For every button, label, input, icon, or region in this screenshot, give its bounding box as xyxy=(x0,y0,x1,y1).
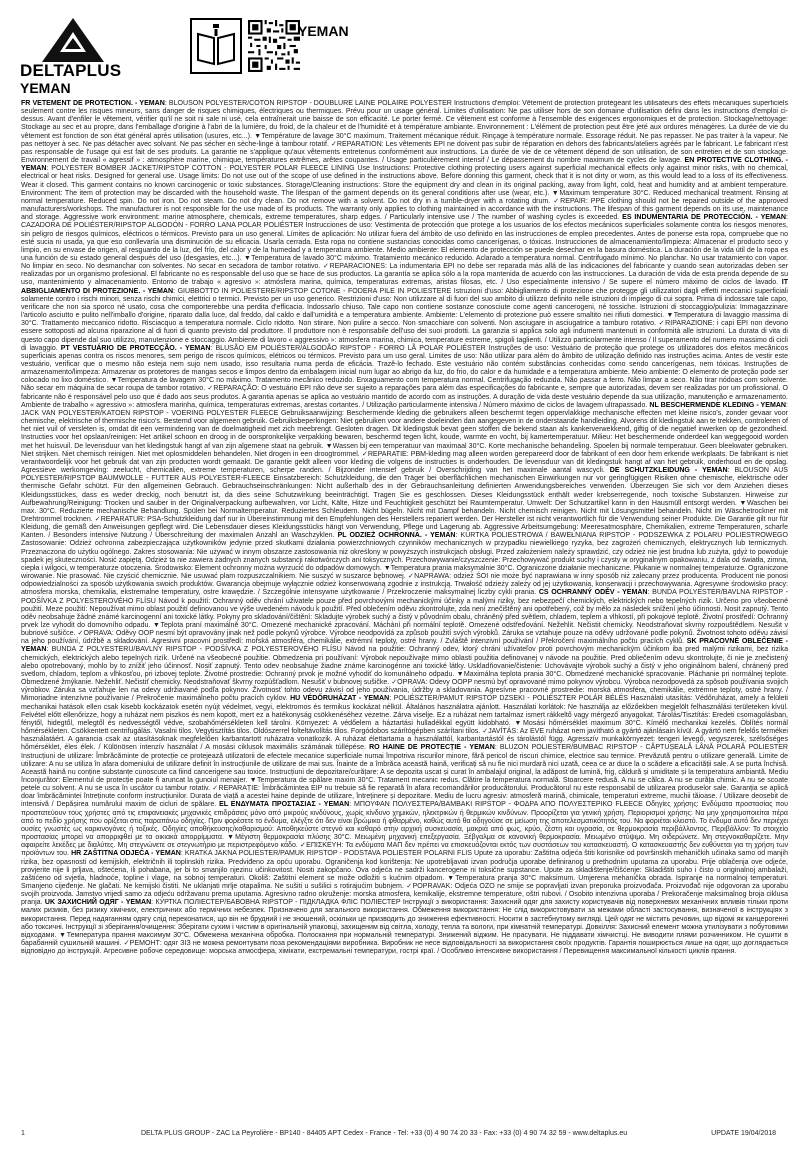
section-text-en: : POLYESTER BOMBER JACKET/RIPSTOP COTTON - POLYESTER POLAR FLEECE LINING Use Instructions: Protective clothing protecting users against superficial mechanical effects only against minor risks, with no chemical, electrical or heat risks. Designed for general use. Usage limits: Do not use out of the scope of use defined in the instructions above. Before donning this garment, check that it is not dirty or worn, as this would lead to a loss of its effectiveness. Wear it closed. This garment contains no known carcinogenic or toxic substances. Storage/Cleaning instructions: Store the equipment dry and clean in its original packing, away from light, cold, heat and humidity and at ambient temperature. Environment: The item of protection may be discarded with the household waste. The lifespan of the garment depends on its general conditions after use (wear, etc.). ▼Maximum temperature 30°C. Reduced mechanical treatment. Rinsing at normal temperature. Reduced spin. Do not iron. Do not steam. Do not dry clean. Do not remove with a solvent. Do not dry in a tumble-dryer with a rotating drum. ✓REPAIR: PPE clothing should not be repaired outside of the approved manufacturers/workshops. The manufacturer is not responsible for the use made of its products. The warranty only applies to clothing maintained in accordance with the instructions. The lifespan of this garment depends on its use, maintenance and storage. Aggressive work environment: marine atmosphere, chemicals, extreme temperatures, sharp edges. / Particularly intensive use / The number of washing cycles is exceeded. xyxy=(21,165,788,222)
section-title-el: EL ΕΝΔΥΜΑΤΑ ΠΡΟΣΤΑΣΙΑΣ - YEMAN xyxy=(219,801,350,809)
multilingual-instructions xyxy=(21,100,788,1110)
section-text-el: : ΜΠΟΥΦΑΝ ΠΟΛΥΕΣΤΕΡΑ/ΒΑΜΒΑΚΙ RIPSTOP - ΦΟΔΡΑ ΑΠΟ ΠΟΛΥΕΣΤΕΡΙΚΟ FLEECE Οδηγίες χρήσης: Ενδύματα προστασίας που προστατεύουν τους χρήστες από τις επιφανειακές μηχανικές επιδράσεις μόνο από μικρούς κινδύνους, χωρίς κίνδυνο χημικών, ηλεκτρικών ή θερμικών κινδύνων. Προορίζεται για γενική χρήση. Περιορισμοί χρήσης: Να μην χρησιμοποιείται πέρα από το πεδίο χρήσης που ορίζεται στις παραπάνω οδηγίες. Πριν φορέσετε το ένδυμα, ελέγξτε ότι δεν είναι βρώμικο ή φθαρμένο, καθώς αυτό θα οδηγούσε σε μείωση της αποτελεσματικότητάς του. Να φοριέται κλειστό. Το ένδυμα αυτό δεν περιέχει ουσίες γνωστές ως καρκινογόνες ή τοξικές. Οδηγίες αποθήκευσης/καθαρισμού: Αποθηκεύστε στεγνό και καθαρό στην αρχική συσκευασία, μακριά από φως, κρύο, ζέστη και υγρασία, σε θερμοκρασία περιβάλλοντος. Περιβάλλον: Το στοιχείο προστασίας μπορεί να απορριφθεί με τα οικιακά απορρίμματα. ▼Μέγιστη θερμοκρασία πλύσης 30°C. Μειωμένη μηχανική επεξεργασία. Ξέβγαλμα σε κανονική θερμοκρασία. Μειωμένο στύψιμο. Μη σιδερώνετε. Μη στεγνοκαθαρίζετε. Μην αφαιρείτε λεκέδες με διαλύτες. Μη στεγνώνετε σε στεγνωτήριο με περιστρεφόμενο κάδο. ✓ΕΠΙΣΚΕΥΗ: Τα ενδύματα ΜΑΠ δεν πρέπει να επισκευάζονται εκτός των συστάσεων του κατασκευαστή. Ο κατασκευαστής δεν ευθύνεται για τη χρήση των προϊόντων του. xyxy=(21,801,788,858)
header xyxy=(20,18,790,98)
page-number: 1 xyxy=(21,1130,25,1137)
brand-logo xyxy=(20,18,175,98)
section-title-cs: CS OCHRANNÝ ODĚV - YEMAN xyxy=(538,589,648,597)
section-text-nl: : JACK VAN POLYESTER/KATOEN RIPSTOP - VOERING POLYESTER FLEECE Gebruiksaanwijzing: Beschermende kleding die gebruikers alleen beschermt tegen oppervlakkige mechanische effecten met kleine risico's, zonder gevaar voor chemische, elektrische of thermische risico's. Bestemd voor algemeen gebruik. Gebruiksbeperkingen: Niet gebruiken voor andere doeleinden dan aangegeven in de onderstaande handleiding. Alvorens dit kledingstuk aan te trekken, controleren of het niet vuil of versleten is, omdat dit een vermindering van de doelmatigheid met zich meebrengt. Gesloten dragen. Dit kledingstuk bevat geen stoffen die bekend staan als kankerverwekkend, giftig of die negatief inwerken op de gezondheid. Instructies voor het opslaan/reinigen: Het artikel schoon en droog in de oorspronkelijke verpakking bewaren, beschermd tegen licht, koude, warmte en vocht, bij kamertemperatuur. Milieu: Het beschermende onderdeel kan weggegooid worden met het huisvuil. De levensduur van het kledingstuk hangt af van zijn algemene staat na gebruik. ▼Wassen bij een temperatuur van maximaal 30°C. Korte mechanische behandeling. Spoelen bij normale temperatuur. Geen bleekwater gebruiken. Niet strijken. Niet chemisch reinigen. Niet met oplosmiddelen behandelen. Niet drogen in een droogtrommel. ✓REPARATIE: PBM-kleding mag alleen worden gerepareerd door de fabrikant of een door hem erkende werkplaats. De fabrikant is niet verantwoordelijk voor het gebruik dat van zijn producten wordt gemaakt. De garantie geldt alleen voor kleding die volgens de instructies is onderhouden. De levensduur van dit kledingstuk hangt af van het gebruik, onderhoud en de opslag. Agressieve werkomgeving: zeelucht, chemicaliën, extreme temperaturen, scherpe randen. / Bijzonder intensief gebruik / Overschrijding van het maximale aantal wascycli. xyxy=(21,401,788,475)
section-text-pl: : KURTKA POLIESTROWA / BAWEŁNIANA RIPSTOP - PODSZEWKA Z POLARU POLIESTROWEGO Zastosowanie: Odzież ochronna zabezpieczająca użytkowników jedynie przed skutkami działania powierzchniowych czynników mechanicznych w przypadku niewielkiego ryzyka, bez zagrożeń chemicznych, elektrycznych lub termicznych. Przeznaczona do użytku ogólnego. Zakres stosowania: Nie używać w innym obszarze zastosowania niż określony w powyższych instrukcjach obsługi. Przed założeniem należy sprawdzić, czy odzież nie jest brudna lub zużyta, gdyż to powoduje spadek jej skuteczności. Nosić zapiętą. Odzież ta nie zawiera żadnych znanych substancji rakotwórczych ani toksycznych. Przechowywanie/czyszczenie: Przechowywać produkt suchy i czysty w oryginalnym opakowaniu, z dala od światła, zimna, ciepła i wilgoci, w temperaturze otoczenia. Środowisko: Element ochronny można wyrzucić do odpadów domowych. ▼Temperatura prania maksymalnie 30°C. Ograniczone działanie mechaniczne. Płukanie w normalnej temperaturze. Ograniczone wirowanie. Nie prasować. Nie czyścić chemicznie. Nie usuwać plam rozpuszczalnikiem. Nie suszyć w suszarce bębnowej. ✓NAPRAWA: odzież ŚOI nie może być naprawiana w inny sposób niż zalecany przez producenta. Producent nie ponosi odpowiedzialności za sposób użytkowania swoich produktów. Gwarancja obejmuje wyłącznie odzież konserwowaną zgodnie z instrukcją. Trwałość odzieży zależy od jej użytkowania, konserwacji i przechowywania. Agresywne środowisko pracy: atmosfera morska, chemikalia, ekstremalne temperatury, ostre krawędzie. / Szczególnie intensywne użytkowanie / Przekroczenie maksymalnej liczby cykli prania. xyxy=(21,532,788,597)
read-instructions-icon xyxy=(190,18,242,74)
instructions-block xyxy=(21,100,788,956)
section-text-it: : GIUBBOTTO IN POLIESTERE/RIPSTOP COTONE - FODERA PILE IN POLIESTERE Istruzioni d'uso: Abbigliamento di protezione che protegge gli utilizzatori dagli effetti meccanici superficiali solamente contro i rischi minori, senza rischi chimici, elettrici o termici. Previsto per un uso generico. Restrizioni d'uso: Non utilizzare al di fuori del suo ambito di utilizzo definito nelle istruzioni di impiego di cui sopra. Prima di indossare tale capo, verificare che non sia sporco né usato, cosa che comporterebbe una perdita d'efficacia. Indossarlo chiuso. Tale capo non contiene sostanze conosciute come agenti cancerogeni, né tossiche. Istruzioni di stoccaggio/pulizia: Immagazzinare l'articolo asciutto e pulito nell'imballo d'origine, riparato dalla luce, dal freddo, dal caldo e dall'umidità e a temperatura ambiente. Ambiente: L'elemento di protezione può essere smaltito nei rifiuti domestici. ▼Temperatura di lavaggio massima di 30°C. Trattamento meccanico ridotto. Risciacquo a temperatura normale. Ciclo ridotto. Non stirare. Non pulire a secco. Non smacchiare con solventi. Non asciugare in asciugatrice a tamburo rotativo. ✓RIPARAZIONE: i capi EPI non devono essere sottoposti ad alcuna riparazione al di fuori di quanto previsto dal produttore. Il produttore non è responsabile dell'uso dei suoi prodotti. La garanzia si applica solo agli indumenti mantenuti in conformità alle istruzioni. La durata di vita di questo capo dipende dal suo utilizzo, manutenzione e stoccaggio. Ambiente di lavoro « aggressivo »: atmosfera marina, chimica, temperature estreme, spigoli taglienti. / Utilizzo particolarmente intenso / Il superamento del numero massimo di cicli di lavaggio. xyxy=(21,287,788,352)
section-title-it: IT ABBIGLIAMENTO DI PROTEZIONE. - YEMAN xyxy=(21,279,788,295)
section-text-hr: : KRATKA JAKNA POLIESTER/PAMUK RIPSTOP - PODSTAVA POLIESTER POLARNI FLIS Upute za uporabu: Zaštitna odjeća štiti korisnike od površinskih mehaničkih učinaka samo od manjih rizika, bez opasnosti od kemijskih, električnih ili toplinskih rizika. Predviđeno za opću uporabu. Ograničenja kod korištenja: Ne upotrebljavati izvan područja uporabe definiranog u prethodnim uputama za uporabu. Prije oblačenja ove odjeće, provjerite nije li prljava, oštećena, ili pohabana, jer bi to smanjilo njezinu učinkovitost. Nositi zakopčano. Ova odjeća ne sadrži kancerogene ni toksične supstance. Upute za skladištenje/čišćenje: Skladištiti suho i čisto u originalnoj ambalaži, zaštićeno od svjetla, hladnoće, topline i vlage, na sobnoj temperaturi. Okoliš: Zaštitni element se može odložiti s kućnim otpadom. ▼Temperatura pranja 30°C maksimum. Umjerena mehanička obrada. Ispiranje na normalnoj temperaturi. Smanjeno cijeđenje. Ne glačati. Ne kemijski čistiti. Ne uklanjati mrlje otapalima. Ne sušiti u sušilici s rotirajućim bubnjem. ✓POPRAVAK: Odjeća OZO ne smije se popravljati izvan preporuka proizvođača. Proizvođač nije odgovoran za uporabu svojih proizvoda. Jamstvo vrijedi samo za odjeću održavanu prema uputama. Agresivno radno okruženje: morska atmosfera, kemikalije, ekstremne temperature, oštri rubovi. / Osobito intenzivna uporaba / Prekoračenje maksimalnog broja ciklusa pranja. xyxy=(21,850,788,907)
section-text-hu: : POLIÉSZTER/PAMUT RIPSTOP DZSEKI - POLIÉSZTER POLÁR BÉLÉS Használati utasítás: Védőruházat, amely a felületi mechanikai hatások ellen csak kisebb kockázatok esetén nyújt védelmet, vegyi, elektromos és termikus kockázat nélkül. Általános használatra ajánlott. Használati korlátok: Ne használja az előzőekben megjelölt felhasználási területeken kívül. Felvétel előtt ellenőrizze, hogy a ruházat nem piszkos és nem kopott, mert ez a hatékonyság csökkenéséhez vezetne. Zárva viselje. Ez a ruházat nem tartalmaz ismert rákkeltő vagy mérgező anyagokat. Tárolás/Tisztítás: Eredeti csomagolásban, fénytől, hidegtől, melegtől és nedvességtől védve, szobahőmérsékleten kell tárolni. Környezet: A védőelem a háztartási hulladékkal együtt kidobható. ▼Mosási hőmérséklet maximum 30°C. Kímélő mechanikai kezelés. Öblítés normál hőmérsékleten. Csökkentett centrifugálás. Vasalni tilos. Vegytisztítás tilos. Oldószerrel folteltávolítás tilos. Forgódobos szárítógépben szárítani tilos. ✓JAVÍTÁS: Az EVE ruházat nem javítható a gyártó ajánlásain kívül. A gyártó nem felelős termékei használatáért. A garancia csak az utasításoknak megfelelően karbantartott ruházatra vonatkozik. A ruházat élettartama a használattól, karbantartástól és tárolástól függ. Agresszív munkakörnyezet: tengeri levegő, vegyszerek, szélsőséges hőmérséklet, éles élek. / Különösen intenzív használat / A mosási ciklusok maximális számának túllépése. xyxy=(21,695,788,752)
section-text-de: : BLOUSON AUS POLYESTER/RIPSTOP BAUMWOLLE - FUTTER AUS POLYESTER-FLEECE Einsatzbereich: Schutzkleidung, die den Träger bei oberflächlichen mechanischen Einwirkungen nur vor geringfügigen Risiken ohne chemische, elektrische oder thermische Gefahr schützt. Für den allgemeinen Gebrauch. Gebrauchseinschränkungen: Nicht außerhalb des in der Gebrauchsanleitung definierten Anwendungsbereiches verwenden. Überzeugen Sie sich vor dem Anziehen dieses Kleidungsstückes, dass es weder dreckig, noch benutzt ist, da dies seine Schutzwirkung beeinträchtigt. Tragen Sie es geschlossen. Dieses Kleidungsstück enthält weder krebserregende, noch toxische Substanzen. Hinweise zur Aufbewahrung/Reinigung: Trocken und sauber in der Originalverpackung aufbewahren, vor Licht, Kälte, Hitze und Feuchtigkeit geschützt bei Raumtemperatur. Umwelt: Der Schutzartikel kann in den Hausmüll entsorgt werden. ▼Waschen bei max. 30°C. Reduzierte mechanische Behandlung. Spülen bei Normaltemperatur. Reduziertes Schleudern. Nicht bügeln. Nicht mit Dampf behandeln. Nicht chemisch reinigen. Nicht mit Lösungsmittel behandeln. Nicht im Wäschetrockner mit Drehtrommel trocknen. ✓REPARATUR: PSA-Schutzkleidung darf nur in Übereinstimmung mit den Empfehlungen des Herstellers repariert werden. Der Hersteller ist nicht verantwortlich für die Verwendung seiner Produkte. Die Garantie gilt nur für Kleidung, die gemäß den Anweisungen gepflegt wird. Die Lebensdauer dieses Kleidungsstücks hängt von Verwendung, Pflege und Lagerung ab. Aggressive Arbeitsumgebung: Meeresatmosphäre, Chemikalien, extreme Temperaturen, scharfe Kanten. / Besonders intensive Nutzung / Überschreitung der maximalen Anzahl an Waschzyklen. xyxy=(21,467,788,540)
section-title-ro: RO HAINE DE PROTECȚIE - YEMAN xyxy=(369,744,495,752)
update-date: UPDATE 19/04/2018 xyxy=(711,1130,776,1137)
footer xyxy=(21,1130,788,1144)
section-text-ro: : BLUZON POLIESTER/BUMBAC RIPSTOP - CĂPTUȘEALĂ LÂNĂ POLARĂ POLIESTER Instrucțiuni de utilizare: Îmbrăcăminte de protecție ce protejează utilizatorii de efectele mecanice superficiale numai împotriva riscurilor minore, fără pericol de riscuri chimice, electrice sau termice. Prevăzută pentru o utilizare generală. Limite de utilizare: A nu se utiliza în afara domeniului de utilizare definit în instrucțiunile de utilizare de mai sus. Înainte de a îmbrăca această haină, verificați să nu fie nici murdară nici uzată, ceea ce ar duce la o scădere a eficacității sale. A se purta închisă. Această haină nu conține substanțe cunoscute ca fiind cancerigene sau toxice. Instrucțiuni de depozitare/curățare: A se depozita uscat și curat în ambalajul original, la adăpost de lumină, frig, căldură și umiditate și la temperatura ambiantă. Mediu înconjurător: Elementul de protecție poate fi aruncat la gunoiul menajer. ▼Temperatura de spălare maxim 30°C. Tratament mecanic redus. Clătire la temperatura normală. Stoarcere redusă. A nu se călca. A nu se curăța chimic. A nu se scoate petele cu solvent. A nu se usca în uscător cu tambur rotativ. ✓REPARAȚIE: Îmbrăcămintea EIP nu trebuie să fie reparată în afara recomandărilor producătorului. Producătorul nu este responsabil de utilizarea produselor sale. Garanția se aplică doar îmbrăcămintei întreținute conform instrucțiunilor. Durata de viață a acestei haine depinde de utilizare, întreținere și depozitare. Mediu de lucru agresiv: atmosferă marină, chimicale, temperaturi extreme, muchii tăioase. / Utilizare deosebit de intensivă / Depășirea numărului maxim de cicluri de spălare. xyxy=(21,744,788,809)
section-title-nl: NL BESCHERMENDE KLEDING - YEMAN xyxy=(649,401,787,409)
brand-name: DELTAPLUS xyxy=(20,61,122,80)
section-title-en: EN PROTECTIVE CLOTHING. - YEMAN xyxy=(21,157,788,173)
pictograms xyxy=(190,18,310,78)
section-text-pt: : BLUSÃO EM POLIÉSTER/ALGODÃO RIPSTOP - FORRO LÃ POLAR POLIÉSTER Instruções de uso: Vestuário de proteção que protege os utilizadores dos efeitos mecânicos superficiais apenas contra os riscos menores, sem perigo de riscos químicos, elétricos ou térmicos. Previsto para um uso geral. Limites de uso: Não utilizar para além do âmbito de utilização definido nas instruções acima. Antes de vestir este vestuário, verificar que o mesmo não esteja nem sujo nem usado, isso resultaria numa perda de eficácia. Trazê-lo fechado. Este vestuário não contém substâncias conhecidas como sendo cancerígenas, nem tóxicas. Instruções de armazenamento/limpeza: Armazenar os protetores de mangas secos e limpos dentro da embalagem inicial num lugar ao abrigo da luz, do frio, do calor e da humidade e a temperatura ambiente. Meio ambiente: O elemento de proteção pode ser colocado no lixo doméstico. ▼Temperatura de lavagem 30°C no máximo. Tratamento mecânico reduzido. Enxaguamento com temperatura normal. Centrifugação reduzida. Não passar a ferro. Não limpar a seco. Não tirar nódoas com solvente. Não secar em máquina de secar roupa de tambor rotativo. ✓REPARAÇÃO: O vestuário EPI não deve ser sujeito a reparações para além das especificações do fabricante e, sempre que autorizadas, devem ser realizadas por um profissional. O fabricante não é responsável pelo uso que é dado aos seus produtos. A garantia apenas se aplica ao vestuário mantido de acordo com as instruções. A duração de vida deste vestuário depende da sua utilização, manutenção e armazenamento. Ambiente de trabalho « agressivo »: atmosfera marinha, química, temperaturas extremas, arestas cortantes. / Utilização particularmente intensiva / Número máximo de ciclos de lavagem ultrapassado. xyxy=(21,344,788,409)
section-title-hr: HR ZAŠTITNA ODJEĆA - YEMAN xyxy=(71,850,181,858)
section-title-es: ES INDUMENTARIA DE PROTECCIÓN. - YEMAN xyxy=(622,214,787,222)
section-title-pt: PT VESTUÁRIO DE PROTECÇÃO. - YEMAN xyxy=(60,344,211,352)
section-title-uk: UK ЗАХИСНИЙ ОДЯГ - YEMAN xyxy=(44,899,152,907)
product-name-left: YEMAN xyxy=(20,80,71,96)
section-title-fr: FR VÊTEMENT DE PROTECTION. - YEMAN xyxy=(21,100,165,107)
section-title-sk: SK PRACOVNÉ OBLEČENIE - YEMAN xyxy=(21,638,788,654)
deltaplus-triangle-icon xyxy=(42,18,104,62)
section-text-es: : CAZADORA DE POLIÉSTER/RIPSTOP ALGODÓN - FORRO LANA POLAR POLIÉSTER Instrucciones de uso: Vestimenta de protección que protege a los usuarios de los efectos mecánicos superficiales solamente contra los riesgos menores, sin peligro de riesgos químicos, eléctricos o térmicos. Previsto para un uso general. Límites de aplicación: No utilizar fuera del ámbito de uso definido en las instrucciones de empleo precedentes. Antes de ponerse esta ropa, compruebe que no esté sucia ni usada, ya que eso conllevaría una disminución de su eficacia. Usarla cerrada. Esta ropa no contiene sustancias conocidas como cancerígenas, o tóxicas. Instrucciones de almacenamiento/limpieza: Almacenar el producto seco y limpio, en su envase de origen, al resguardo de la luz, del frío, del calor y de la humedad y a temperatura ambiente. Medio ambiente: El elemento de protección se puede desechar en la basura doméstica. La duración de la vida útil de la ropa es una función de su estado general después del uso (desgastes, etc...). ▼Temperatura de lavado 30°C máximo. Tratamiento mecánico reducido. Aclarado a temperatura normal. Centrifugado mínimo. No planchar. No usar tratamiento con vapor. No limpiar en seco. No desmanchar con solventes. No secar en secadora de tambor rotativo. ✓REPARACIONES: La indumentaria EPI no debe ser reparada más allá de las indicaciones del fabricante y cuando sean autorizadas deben ser realizadas por un organismo profesional. El fabricante no es responsable del uso que se hace de sus productos. La garantía se aplica sólo a la ropa mantenida de acuerdo con las instrucciones. La duración de vida de esta prenda depende de su uso, mantenimiento y almacenamiento. Entorno de trabajo « agresivo »: atmósfera marina, química, temperaturas extremas, aristas filosas, etc. / Uso especialmente intensivo / Se supere el número máximo de ciclos de lavado. xyxy=(21,214,788,287)
section-title-hu: HU VÉDŐRUHÁZAT - YEMAN xyxy=(290,695,390,703)
section-text-cs: : BUNDA POLYESTER/BAVLNA RIPSTOP - PODŠÍVKA Z POLYESTEROVÉHO FLÍSU Návod k použití: Ochranný oděv chrání uživatele pouze před povrchovými mechanickými účinky a malými riziky, bez nebezpečí chemických, elektrických nebo tepelných rizik. Určeno pro všeobecné použití. Meze použití: Nepoužívat mimo oblast použití definovanou ve výše uvedeném návodu k použití. Před oblečením oděvu zkontrolujte, zda není znečištěný ani opotřebený, což by mělo za následek snížení jeho účinnosti. Nosit zapnutý. Tento oděv neobsahuje žádné známé karcinogenní ani toxické látky. Pokyny pro skladování/čištění: Skladujte výrobek suchý a čistý v původním obalu, chráněný před světlem, chladem, teplem a vlhkostí, při pokojové teplotě. Životní prostředí: Ochranný prvek lze vyhodit do domovního odpadu. ▼Teplota praní maximálně 30°C. Omezené mechanické zpracování. Máchání při normální teplotě. Omezené odstřeďování. Nežehlit. Nečistit chemicky. Neodstraňovat skvrny rozpouštědlem. Nesušit v bubnové sušičce. ✓OPRAVA: Oděvy OOP nesmí být opravovány jinak než podle pokynů výrobce. Výrobce neodpovídá za způsob použití svých výrobků. Záruka se vztahuje pouze na oděvy udržované podle pokynů. Životnost tohoto oděvu závisí na jeho používání, údržbě a skladování. Agresivní pracovní prostředí: mořská atmosféra, chemikálie, extrémní teploty, ostré hrany. / Zvláště intenzivní používání / Překročení maximálního počtu pracích cyklů. xyxy=(21,589,788,646)
section-text-uk: : КУРТКА ПОЛІЕСТЕР/БАВОВНА RIPSTOP - ПІДКЛАДКА ФЛІС ПОЛІЕСТЕР Інструкції з використання: Захисний одяг для захисту користувачів від поверхневих механічних впливів тільки проти малих ризиків, без ризику хімічних, електричних або термічних небезпек. Призначено для загального використання. Обмеження використання: Не слід використовувати за межами області застосування, визначеної в інструкціях з використання. Перед надяганням одягу слід переконатися, що він не брудний і не зношений, оскільки це призводить до зниження ефективності. Носити в застебнутому вигляді. Цей одяг не містить речовин, що відомі як канцерогенні або токсичні. Інструкції зі зберігання/очищення: Зберігати сухим і чистим в оригінальній упаковці, захищеним від світла, холоду, тепла та вологи, при кімнатній температурі. Довкілля: Захисний елемент можна утилізувати з побутовими відходами. ▼Температура прання максимум 30°C. Обмежена механічна обробка. Полоскання при нормальній температурі. Знижений віджим. Не прасувати. Не піддавати хімчистці. Не виводити плями розчинником. Не сушити в барабанній сушильній машині. ✓РЕМОНТ: одяг ЗІЗ не можна ремонтувати поза рекомендаціями виробника. Виробник не несе відповідальності за використання своїх продуктів. Гарантія поширюється лише на одяг, що доглядається відповідно до інструкцій. Агресивне робоче середовище: морська атмосфера, хімікати, екстремальні температури, гострі краї. / Особливо інтенсивне використання / Перевищення максимальної кількості циклів прання. xyxy=(21,899,788,956)
product-name-right: YEMAN xyxy=(298,23,349,39)
section-title-pl: PL ODZIEŻ OCHRONNA. - YEMAN xyxy=(337,532,456,540)
section-text-fr: : BLOUSON POLYESTER/COTON RIPSTOP - DOUBLURE LAINE POLAIRE POLYESTER Instructions d'emploi: Vêtement de protection protégeant les utilisateurs des effets mécaniques superficiels seulement contre les risques mineurs, sans danger de risques chimiques, électriques ou thermiques. Prévu pour un usage général. Limites d'utilisation: Ne pas utiliser hors de son domaine d'utilisation défini dans les instructions d'emploi ci-dessus. Avant d'enfiler le vêtement, vérifier qu'il ne soit ni sale ni usé, cela entraînerait une baisse de son efficacité. Le porter fermé. Ce vêtement est conforme à l'ensemble des exigences ergonomiques et de protection. Stockage/nettoyage: Stockage au sec et au propre, dans l'emballage d'origine à l'abri de la lumière, du froid, de la chaleur et de l'humidité et à température ambiante. Environnement : L'élément de protection peut être jeté aux ordures ménagères. La durée de vie du vêtement est fonction de son état général après utilisation (usures, etc...). ▼Température de lavage 30°C maximum. Traitement mécanique réduit. Rinçage à température normale. Essorage réduit. Ne pas repasser. Ne pas traiter à la vapeur. Ne pas nettoyer à sec. Ne pas détacher avec solvant. Ne pas sécher en sèche-linge à tambour rotatif. ✓REPARATION: Les vêtements EPI ne doivent pas subir de réparation en dehors des fabricants/ateliers agréés par le fabricant. Le fabricant n'est pas responsable de l'usage qui est fait de ses produits. La garantie ne s'applique qu'aux vêtements entretenus conformément aux instructions. La durée de vie de ce vêtement dépend de son utilisation, de son entretien et de son stockage. Environnement de travail « agressif » : atmosphère marine, chimique, températures extrêmes, arêtes coupantes. / Usage particulièrement intensif / Le dépassement du nombre maximum de cycles de lavage. xyxy=(21,100,788,165)
section-title-de: DE SCHUTZKLEIDUNG - YEMAN xyxy=(609,467,728,475)
qr-code-icon xyxy=(248,20,300,72)
company-address: DELTA PLUS GROUP - ZAC La Peyrolière - BP140 - 84405 APT Cedex - France - Tel: +33 (0) 4 90 74 20 33 - Fax: +33 (0) 4 90 74 32 59 - www.deltaplus.eu xyxy=(141,1130,628,1137)
section-text-sk: : BUNDA Z POLYESTERU/BAVLNY RIPSTOP - PODŠÍVKA Z POLYESTEROVÉHO FLÍSU Návod na použitie: Ochranný odev, ktorý chráni užívateľov proti povrchovým mechanickým účinkom iba pred malými rizikami, bez rizika chemických, elektrických alebo tepelných rizík. Určené na všeobecné použitie. Obmedzenia pri používaní: Výrobok nepoužívajte mimo oblasti použitia definovanej v návode na použitie. Pred obliečením odevu skontrolujte, či nie je znečistený alebo opotrebovaný, mohlo by to znížiť jeho účinnosť. Nosiť zapnutý. Tento odev neobsahuje žiadne známe karcinogénne ani toxické látky. Uskladňovanie/čistenie: Uchovávajte výrobok suchý a čistý v jeho originálnom balení, chránený pred svetlom, chladom, teplom a vlhkosťou, pri izbovej teplote. Životné prostredie: Ochranný prvok je možné vyhodiť do komunálneho odpadu. ▼Maximálna teplota prania 30°C. Obmedzené mechanické spracovanie. Pláchanie pri normálnej teplote. Obmedzené žmýkanie. Nežehliť. Nečistiť chemicky. Neodstraňovať škvrny rozpúšťadlom. Nesušiť v bubnovej sušičke. ✓OPRAVA: Odevy OOPP nesmú byť opravované mimo pokynov výrobcu. Výrobca nezodpovedá za spôsob používania svojich výrobkov. Záruka sa vzťahuje len na odevy udržiavané podľa pokynov. Životnosť tohto odevu závisí od jeho používania, údržby a skladovania. Agresívne pracovné prostredie: morská atmosféra, chemikálie, extrémne teploty, ostré hrany. / Mimoriadne intenzívne používanie / Prekročenie maximálneho počtu pracích cyklov. xyxy=(21,646,788,703)
